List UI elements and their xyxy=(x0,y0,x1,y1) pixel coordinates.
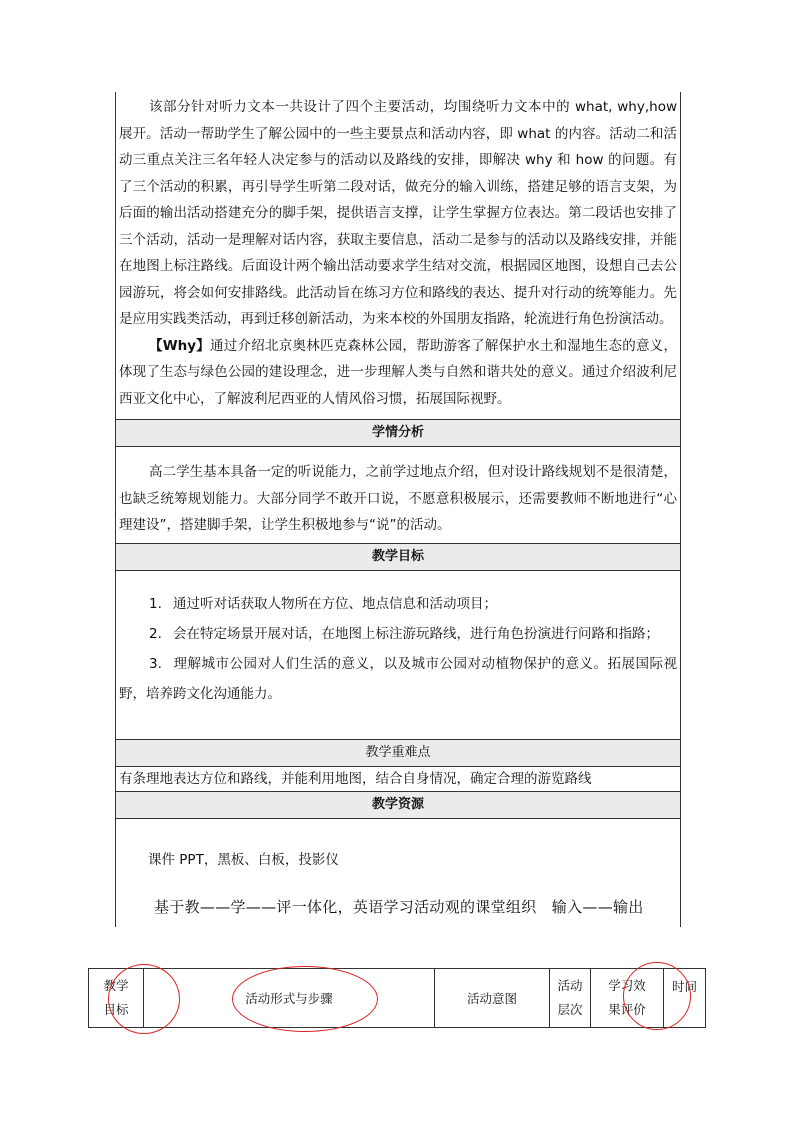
objective-text: 理解城市公园对人们生活的意义，以及城市公园对动植物保护的意义。拓展国际视野，培养跨文化沟通能力。 xyxy=(119,655,677,702)
col-objectives-line2: 目标 xyxy=(103,1002,129,1017)
col-objectives-line1: 教学 xyxy=(103,978,129,993)
col-activity-level xyxy=(550,969,591,1028)
col-objectives xyxy=(89,969,144,1028)
key-points-header: 教学重难点 xyxy=(116,739,680,767)
col-level-line1: 活动 xyxy=(557,978,583,993)
col-evaluation xyxy=(591,969,664,1028)
objective-item xyxy=(116,589,680,619)
objective-num: 2. xyxy=(149,625,162,642)
objective-text: 会在特定场景开展对话，在地图上标注游玩路线，进行角色扮演进行问路和指路； xyxy=(173,625,659,642)
why-text: 通过介绍北京奥林匹克森林公园，帮助游客了解保护水土和湿地生态的意义，体现了生态与绿色公园的建设理念，进一步理解人类与自然和谐共处的意义。通过介绍波利尼西亚文化中心，了解波利尼西亚的人情风俗习惯，拓展国际视野。 xyxy=(119,337,677,407)
edu-principle-line: 基于教——学——评一体化，英语学习活动观的课堂组织 输入——输出 xyxy=(154,897,644,916)
teaching-objectives-header: 教学目标 xyxy=(116,543,680,571)
col-eval-line1: 学习效 xyxy=(608,978,646,993)
objective-item xyxy=(116,649,680,709)
resources-header: 教学资源 xyxy=(116,791,680,819)
objectives-list xyxy=(116,571,680,739)
objective-item xyxy=(116,619,680,649)
activity-table-header xyxy=(88,968,706,1028)
why-paragraph xyxy=(116,333,680,420)
learner-analysis-header: 学情分析 xyxy=(116,419,680,447)
col-time: 时间 xyxy=(664,969,706,1028)
col-eval-line2: 果评价 xyxy=(608,1002,646,1017)
col-activity-steps: 活动形式与步骤 xyxy=(144,969,435,1028)
objective-num: 1. xyxy=(149,595,162,612)
learner-analysis-text: 高二学生基本具备一定的听说能力，之前学过地点介绍，但对设计路线规划不是很清楚，也缺乏统筹规划能力。大部分同学不敢开口说，不愿意积极展示，还需要教师不断地进行“心理建设”，搭建脚手架，让学生积极地参与“说”的活动。 xyxy=(119,464,677,533)
table-header-row xyxy=(89,969,706,1028)
key-points-text: 有条理地表达方位和路线，并能利用地图，结合自身情况，确定合理的游览路线 xyxy=(119,770,592,787)
col-activity-intent: 活动意图 xyxy=(435,969,550,1028)
resources-text: 课件 PPT，黑板、白板，投影仪 xyxy=(148,851,339,868)
col-level-line2: 层次 xyxy=(557,1002,583,1017)
objective-text: 通过听对话获取人物所在方位、地点信息和活动项目； xyxy=(173,595,497,612)
intro-paragraph: 该部分针对听力文本一共设计了四个主要活动，均围绕听力文本中的 what, why,how 展开。活动一帮助学生了解公园中的一些主要景点和活动内容，即 what 的内容。活动二和活动三重点关注三名年轻人决定参与的活动以及路线的安排，即解决 why 和 how 的问题。有了三个活动的积累，再引导学生听第二段对话，做充分的输入训练，搭建足够的语言支架，为后面的输出活动搭建充分的脚手架，提供语言支撑，让学生掌握方位表达。第二段话也安排了三个活动，活动一是理解对话内容，获取主要信息，活动二是参与的活动以及路线安排，并能在地图上标注路线。后面设计两个输出活动要求学生结对交流，根据园区地图，设想自己去公园游玩，将会如何安排路线。此活动旨在练习方位和路线的表达、提升对行动的统筹能力。先是应用实践类活动，再到迁移创新活动，为来本校的外国朋友指路，轮流进行角色扮演活动。 xyxy=(119,99,677,327)
why-tag: 【Why】 xyxy=(149,337,211,354)
lesson-plan-frame xyxy=(115,92,681,927)
objective-num: 3. xyxy=(149,655,162,672)
